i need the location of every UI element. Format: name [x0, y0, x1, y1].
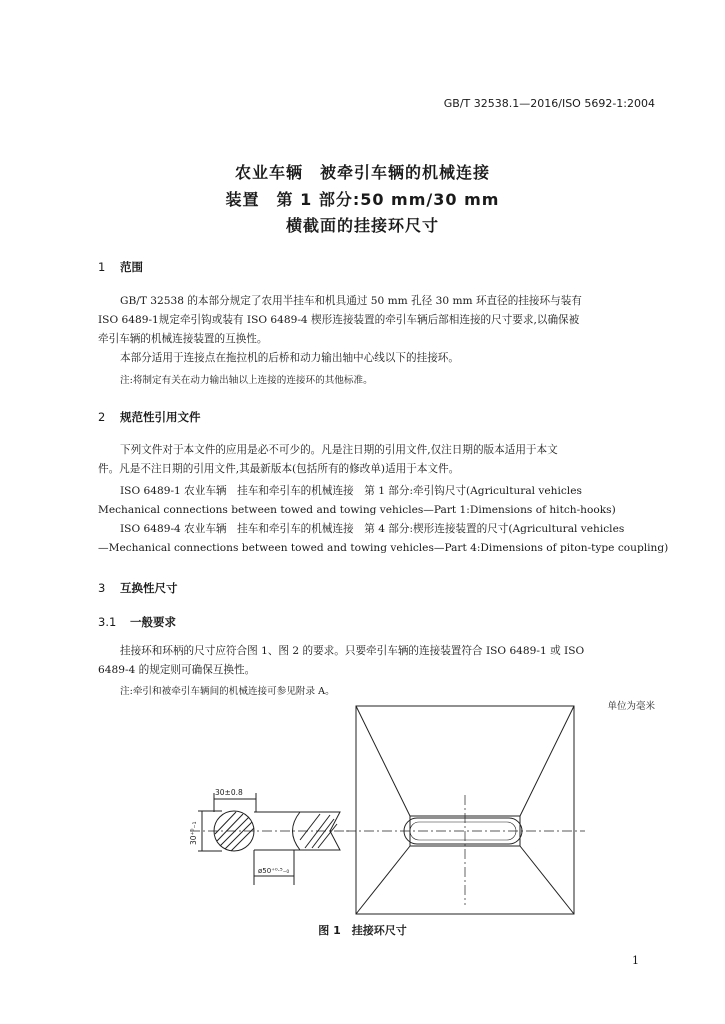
s1-note: 注:将制定有关在动力输出轴以上连接的连接环的其他标准。	[120, 375, 373, 386]
s2-para1-line2: 件。凡是不注日期的引用文件,其最新版本(包括所有的修改单)适用于本文件。	[98, 463, 460, 475]
section-3-1-number: 3.1	[98, 615, 117, 629]
standard-id: GB/T 32538.1—2016/ISO 5692-1:2004	[443, 97, 655, 110]
s2-ref1-line1: ISO 6489-1 农业车辆 挂车和牵引车的机械连接 第 1 部分:牵引钩尺寸(Agricultural vehicles	[120, 485, 582, 497]
s3-para-line2: 6489-4 的规定则可确保互换性。	[98, 664, 256, 676]
section-2-number: 2	[98, 410, 106, 424]
figure-caption: 图 1 挂接环尺寸	[318, 924, 407, 937]
s2-ref2-line2: —Mechanical connections between towed and towing vehicles—Part 4:Dimensions of piton-type coupling)	[98, 542, 669, 554]
section-1-title: 范围	[120, 260, 143, 274]
section-1-number: 1	[98, 260, 106, 274]
s1-para1-line3: 牵引车辆的机械连接装置的互换性。	[98, 333, 268, 345]
s2-ref1-line2: Mechanical connections between towed and towing vehicles—Part 1:Dimensions of hitch-hooks)	[98, 504, 616, 516]
section-2-heading	[98, 409, 201, 425]
unit-label: 单位为毫米	[607, 701, 655, 712]
section-3-title: 互换性尺寸	[120, 581, 178, 595]
s1-para1-line2: ISO 6489-1规定牵引钩或装有 ISO 6489-4 楔形连接装置的牵引车辆后部相连接的尺寸要求,以确保被	[98, 314, 580, 326]
s1-para1-line1: GB/T 32538 的本部分规定了农用半挂车和机具通过 50 mm 孔径 30 mm 环直径的挂接环与装有	[120, 295, 582, 307]
section-3-1-heading	[98, 614, 176, 630]
dim-width-label: 30±0.8	[215, 788, 243, 797]
s3-para-line1: 挂接环和环柄的尺寸应符合图 1、图 2 的要求。只要牵引车辆的连接装置符合 ISO 6489-1 或 ISO	[120, 645, 585, 657]
title-line-3: 横截面的挂接环尺寸	[285, 216, 439, 235]
s3-note: 注:牵引和被牵引车辆间的机械连接可参见附录 A。	[120, 686, 335, 697]
s1-para2: 本部分适用于连接点在拖拉机的后桥和动力输出轴中心线以下的挂接环。	[120, 352, 459, 364]
s2-para1-line1: 下列文件对于本文件的应用是必不可少的。凡是注日期的引用文件,仅注日期的版本适用于本文	[120, 444, 558, 456]
section-1-heading	[98, 259, 143, 275]
section-2-title: 规范性引用文件	[120, 410, 201, 424]
section-3-heading	[98, 580, 178, 596]
dim-height-label: 30⁺⁰₋₁	[189, 821, 198, 845]
section-3-1-title: 一般要求	[130, 615, 176, 629]
title-line-1: 农业车辆 被牵引车辆的机械连接	[234, 163, 490, 182]
s2-ref2-line1: ISO 6489-4 农业车辆 挂车和牵引车的机械连接 第 4 部分:楔形连接装置的尺寸(Agricultural vehicles	[120, 523, 625, 535]
section-3-number: 3	[98, 581, 106, 595]
dim-bore-label: ø50⁺⁰·⁵₋₀	[258, 867, 290, 875]
title-line-2: 装置 第 1 部分:50 mm/30 mm	[225, 190, 500, 209]
hitch-ring-front-view	[346, 706, 585, 914]
page-number: 1	[632, 954, 639, 967]
figure-1-drawing	[0, 700, 725, 920]
